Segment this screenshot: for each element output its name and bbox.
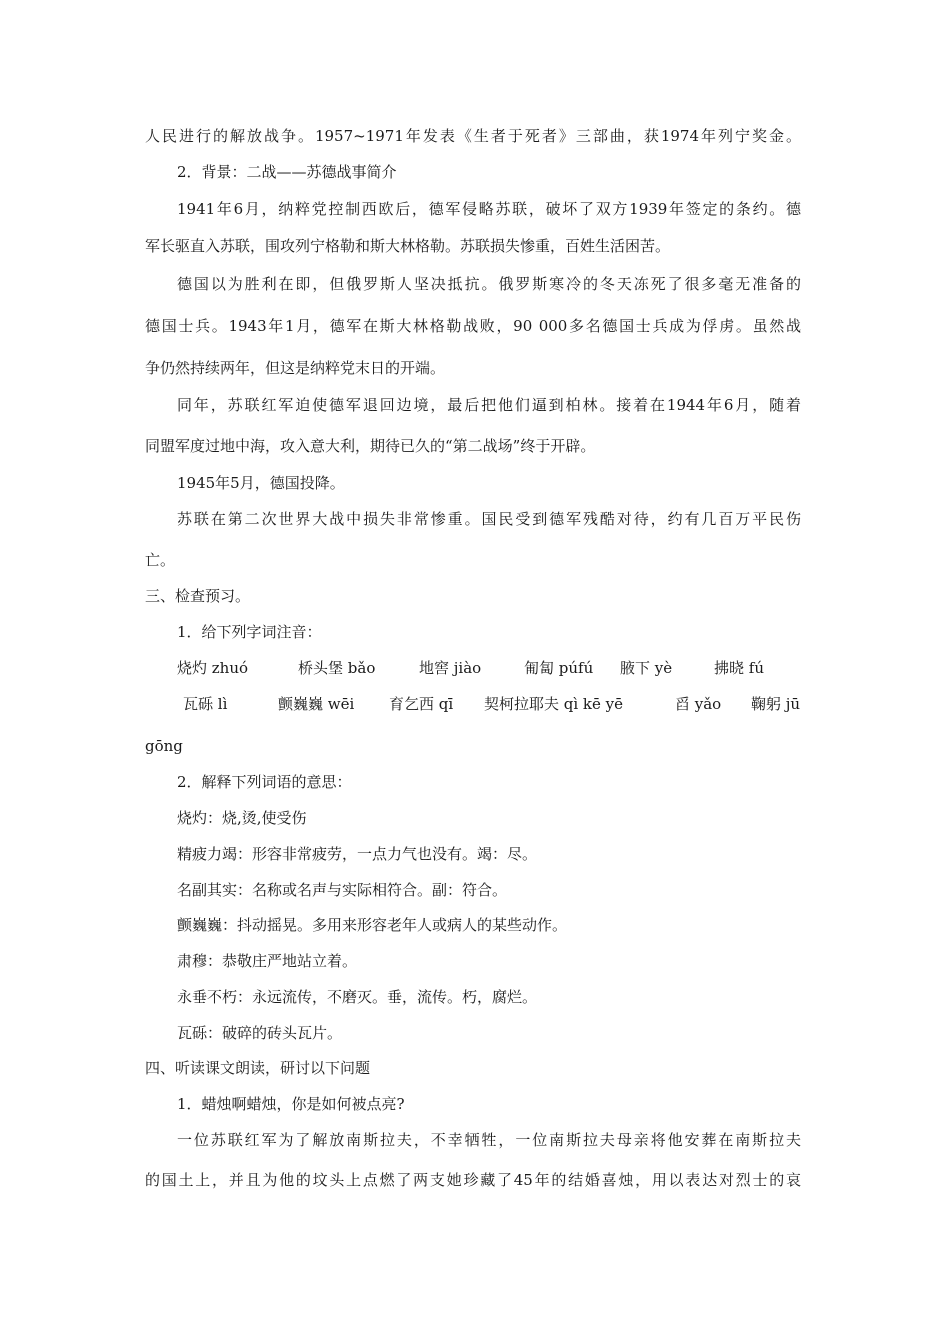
pinyin-wrap: gōng: [145, 737, 183, 755]
pinyin-item: 颤巍巍 wēi: [278, 695, 355, 713]
pinyin-item: 拂晓 fú: [714, 659, 764, 677]
paragraph-author-intro-end: 人民进行的解放战争。1957~1971年发表《生者于死者》三部曲，获1974年列宁奖金。: [145, 127, 801, 145]
definition-item: 瓦砾：破碎的砖头瓦片。: [177, 1024, 343, 1042]
paragraph-1945: 1945年5月，德国投降。: [177, 474, 345, 492]
definition-item: 肃穆：恭敬庄严地站立着。: [177, 952, 358, 970]
paragraph-soldier-line1: 一位苏联红军为了解放南斯拉夫，不幸牺牲，一位南斯拉夫母亲将他安葬在南斯拉夫: [177, 1131, 801, 1149]
pinyin-item: 地窖 jiào: [419, 659, 482, 677]
paragraph-1941-line1: 1941年6月，纳粹党控制西欧后，德军侵略苏联，破坏了双方1939年签定的条约。德: [177, 200, 801, 218]
definition-item: 烧灼：烧,烫,使受伤: [177, 809, 307, 827]
paragraph-1944-line2: 同盟军度过地中海，攻入意大利，期待已久的“第二战场”终于开辟。: [145, 437, 596, 455]
pinyin-item: 匍匐 púfú: [524, 659, 594, 677]
definition-item: 精疲力竭：形容非常疲劳，一点力气也没有。竭：尽。: [177, 845, 538, 863]
paragraph-1944-line1: 同年，苏联红军迫使德军退回边境，最后把他们逼到柏林。接着在1944年6月，随着: [177, 396, 801, 414]
pinyin-item: 桥头堡 bǎo: [298, 659, 376, 677]
section-heading-listening: 四、听读课文朗读，研讨以下问题: [145, 1059, 371, 1077]
definition-item: 名副其实：名称或名声与实际相符合。副：符合。: [177, 881, 508, 899]
section-heading-preview: 三、检查预习。: [145, 587, 251, 605]
question-definitions: 2．解释下列词语的意思：: [177, 773, 352, 791]
pinyin-row-1: [0, 658, 950, 678]
paragraph-1943-line1: 德国以为胜利在即，但俄罗斯人坚决抵抗。俄罗斯寒冷的冬天冻死了很多毫无准备的: [177, 275, 801, 293]
pinyin-item: 育乞西 qī: [389, 695, 454, 713]
paragraph-1943-line2: 德国士兵。1943年1月，德军在斯大林格勒战败，90 000多名德国士兵成为俘虏。虽然战: [145, 317, 801, 335]
paragraph-soldier-line2: 的国土上，并且为他的坟头上点燃了两支她珍藏了45年的结婚喜烛，用以表达对烈士的哀: [145, 1171, 801, 1189]
pinyin-item: 舀 yǎo: [675, 695, 722, 713]
pinyin-item: 契柯拉耶夫 qì kē yē: [484, 695, 624, 713]
heading-background: 2．背景：二战——苏德战事简介: [177, 163, 397, 181]
paragraph-losses-line2: 亡。: [145, 551, 176, 569]
pinyin-item: 瓦砾 lì: [183, 695, 228, 713]
paragraph-1943-line3: 争仍然持续两年，但这是纳粹党末日的开端。: [145, 359, 446, 377]
paragraph-losses-line1: 苏联在第二次世界大战中损失非常惨重。国民受到德军残酷对待，约有几百万平民伤: [177, 510, 801, 528]
paragraph-1941-line2: 军长驱直入苏联，围攻列宁格勒和斯大林格勒。苏联损失惨重，百姓生活困苦。: [145, 237, 671, 255]
definition-item: 颤巍巍：抖动摇晃。多用来形容老年人或病人的某些动作。: [177, 916, 568, 934]
question-candle: 1．蜡烛啊蜡烛，你是如何被点亮?: [177, 1095, 405, 1113]
pinyin-row-2: [0, 694, 950, 714]
definition-item: 永垂不朽：永远流传，不磨灭。垂，流传。朽，腐烂。: [177, 988, 538, 1006]
pinyin-item: 腋下 yè: [620, 659, 673, 677]
pinyin-item: 烧灼 zhuó: [177, 659, 249, 677]
question-pinyin: 1．给下列字词注音：: [177, 623, 322, 641]
pinyin-item: 鞠躬 jū: [751, 695, 801, 713]
